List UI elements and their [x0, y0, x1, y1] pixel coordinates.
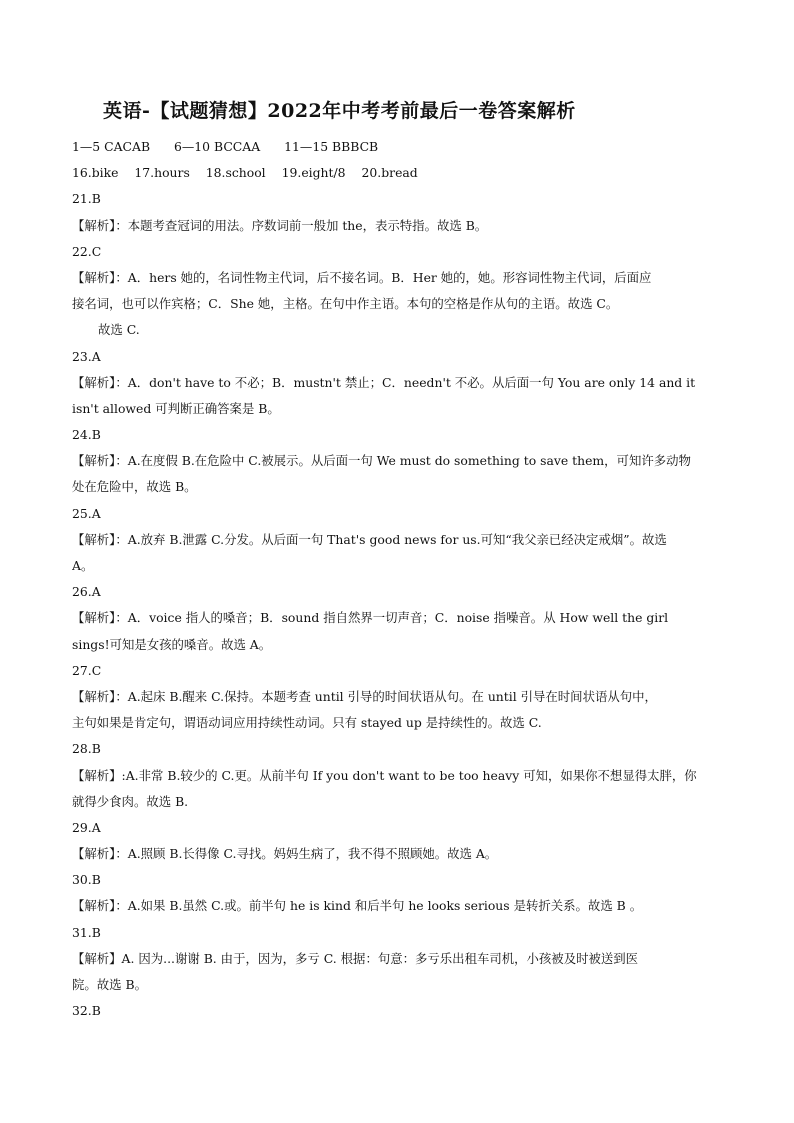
explanation-line: 【解析】：A．don't have to 不必；B．mustn't 禁止；C．needn't 不必。从后面一句 You are only 14 and it: [72, 374, 696, 390]
question-number: 30.B: [72, 872, 101, 888]
answers-row-2: [72, 160, 724, 186]
explanation-line: A。: [72, 558, 94, 573]
question-number: 23.A: [72, 348, 101, 364]
answer-word: 18.school: [205, 165, 266, 181]
explanation-extra: 故选 C.: [98, 322, 140, 338]
answers-row-1: [72, 134, 724, 160]
answer-word: 17.hours: [134, 165, 190, 181]
question-number: 32.B: [72, 1003, 101, 1019]
explanation-line: 【解析】：A．hers 她的，名词性物主代词，后不接名词。B．Her 她的，她。形容词性物主代词，后面应: [72, 269, 652, 285]
explanation-line: isn't allowed 可判断正确答案是 B。: [72, 400, 280, 416]
explanation-line: 处在危险中，故选 B。: [72, 479, 197, 495]
question-number: 29.A: [72, 819, 101, 835]
answer-group: 1—5 CACAB: [72, 139, 151, 154]
explanation-line: 就得少食肉。故选 B.: [72, 793, 189, 809]
question-number: 31.B: [72, 924, 101, 940]
explanation-line: sings!可知是女孩的嗓音。故选 A。: [72, 636, 272, 652]
explanation-line: 接名词，也可以作宾格；C．She 她，主格。在句中作主语。本句的空格是作从句的主语。故选 C。: [72, 296, 619, 312]
explanation-line: 【解析】：A．voice 指人的嗓音；B．sound 指自然界一切声音；C．noise 指噪音。从 How well the girl: [72, 610, 669, 626]
question-number: 27.C: [72, 662, 102, 678]
explanation-line: 【解析】：A.照顾 B.长得像 C.寻找。妈妈生病了，我不得不照顾她。故选 A。: [72, 846, 498, 862]
answer-word: 19.eight/8: [281, 165, 346, 181]
question-number: 28.B: [72, 741, 101, 757]
explanation-line: 【解析】：A.放弃 B.泄露 C.分发。从后面一句 That's good news for us.可知“我父亲已经决定戒烟”。故选: [72, 531, 667, 547]
question-number: 25.A: [72, 505, 101, 521]
question-number: 26.A: [72, 584, 101, 600]
page-title: 英语-【试题猜想】2022年中考考前最后一卷答案解析: [103, 100, 576, 122]
answer-group: 11—15 BBBCB: [284, 139, 379, 154]
explanation-line: 【解析】A. 因为...谢谢 B. 由于，因为，多亏 C. 根据：句意：多亏乐出租车司机，小孩被及时被送到医: [72, 950, 639, 966]
explanation-line: 【解析】：本题考查冠词的用法。序数词前一般加 the，表示特指。故选 B。: [72, 217, 488, 233]
question-number: 24.B: [72, 427, 101, 443]
explanation-line: 主句如果是肯定句，谓语动词应用持续性动词。只有 stayed up 是持续性的。故选 C.: [72, 715, 542, 731]
explanation-line: 【解析】：A.在度假 B.在危险中 C.被展示。从后面一句 We must do something to save them，可知许多动物: [72, 453, 691, 469]
question-number: 21.B: [72, 191, 101, 207]
answer-content: [72, 134, 724, 1024]
explanation-line: 院。故选 B。: [72, 977, 147, 992]
question-number: 22.C: [72, 243, 102, 259]
explanation-line: 【解析】：A.如果 B.虽然 C.或。前半句 he is kind 和后半句 he looks serious 是转折关系。故选 B 。: [72, 898, 643, 914]
explanation-line: 【解析】：A.起床 B.醒来 C.保持。本题考查 until 引导的时间状语从句。在 until 引导在时间状语从句中，: [72, 688, 657, 704]
answer-group: 6—10 BCCAA: [174, 139, 261, 154]
answer-word: 20.bread: [361, 165, 418, 181]
explanation-line: 【解析】:A.非常 B.较少的 C.更。从前半句 If you don't want to be too heavy 可知，如果你不想显得太胖，你: [72, 767, 697, 783]
answer-word: 16.bike: [72, 165, 119, 181]
